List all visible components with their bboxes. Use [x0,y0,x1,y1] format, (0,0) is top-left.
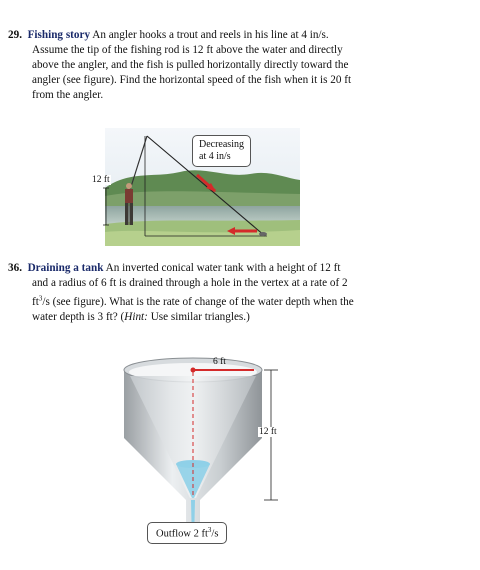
outflow-stream [191,500,195,522]
height-label-12ft-tank: 12 ft [259,427,277,437]
problem-title: Draining a tank [27,262,104,274]
tank-figure [118,350,293,525]
problem-title: Fishing story [27,29,91,41]
problem-number: 29. [8,29,22,41]
height-label-12ft: 12 ft [92,175,110,185]
radius-label-6ft: 6 ft [213,357,226,367]
problem-29 [8,28,356,103]
decreasing-callout: Decreasing at 4 in/s [192,135,251,167]
problem-number: 36. [8,262,22,274]
fish-icon [259,232,267,236]
problem-36 [8,261,356,325]
outflow-label: Outflow 2 $ft^3/s$ [147,522,227,544]
problem-text: An inverted conical water tank with a height of 12 ft and a radius of 6 ft is drained through a hole in the vertex at a rate of 2 $ft^3/s$ (see figure). What is the rate of change of the water depth when the water depth is 3 ft? (Hint: Use similar triangles.) [32,262,354,323]
problem-text: An angler hooks a trout and reels in his line at 4 in/s. Assume the tip of the fishing rod is 12 ft above the water and directly above the angler, and the fish is pulled horizontally directly toward the angler (see figure). Find the horizontal speed of the fish when it is 20 ft from the angler. [32,29,352,101]
